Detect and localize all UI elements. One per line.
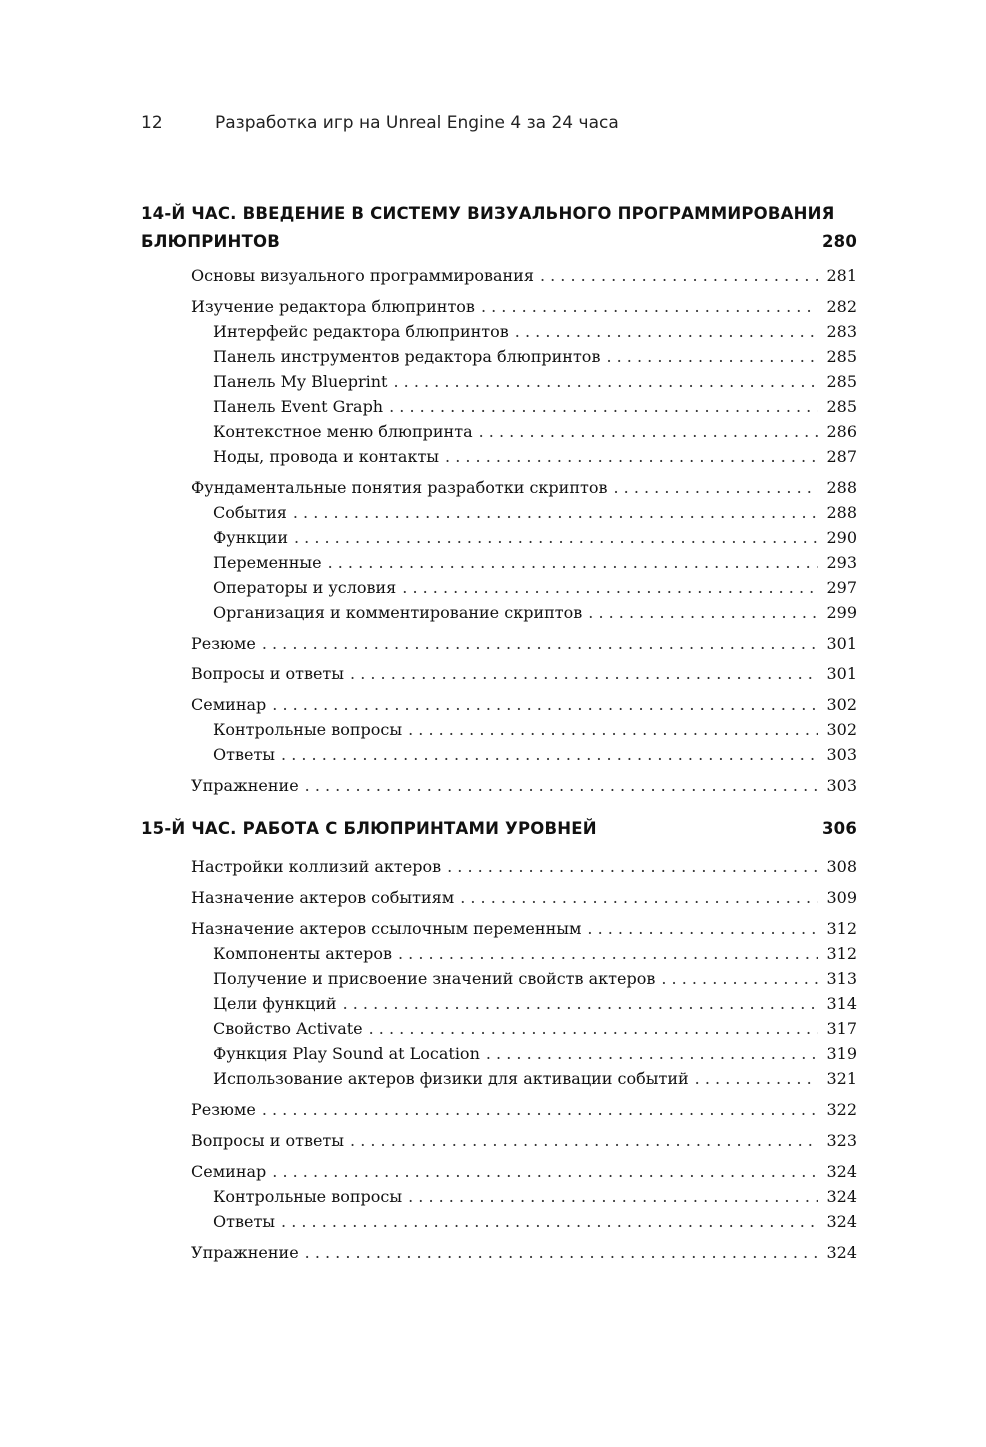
toc-subentry: Свойство Activate . . . 317	[213, 1017, 857, 1041]
toc-entry: Семинар . . . 324	[191, 1160, 857, 1184]
leader-dots	[305, 774, 819, 798]
toc-entry: Семинар . . . 302	[191, 693, 857, 717]
toc-subentry: Функции . . . 290	[213, 526, 857, 550]
chapter-title-line: 14-Й ЧАС. ВВЕДЕНИЕ В СИСТЕМУ ВИЗУАЛЬНОГО ПРОГРАММИРОВАНИЯ	[141, 204, 835, 223]
toc-subentry: Компоненты актеров . . . 312	[213, 942, 857, 966]
chapter-15-heading	[141, 815, 857, 843]
toc-entry: Изучение редактора блюпринтов . . . 282	[191, 295, 857, 319]
toc-subentry: Панель Event Graph . . . 285	[213, 395, 857, 419]
toc-subentry: Операторы и условия . . . 297	[213, 576, 857, 600]
leader-dots	[398, 942, 818, 966]
leader-dots	[447, 855, 818, 879]
toc-subentry: Ответы . . . 324	[213, 1210, 857, 1234]
leader-dots	[515, 320, 819, 344]
toc-entry: Настройки коллизий актеров . . . 308	[191, 855, 857, 879]
leader-dots	[350, 662, 818, 686]
chapter-page: 306	[821, 819, 857, 838]
leader-dots	[262, 632, 819, 656]
toc-entry: Фундаментальные понятия разработки скриптов . . . 288	[191, 476, 857, 500]
leader-dots	[402, 576, 818, 600]
running-header	[141, 113, 619, 133]
toc-entry: Резюме . . . 301	[191, 632, 857, 656]
leader-dots	[606, 345, 818, 369]
leader-dots	[486, 1042, 819, 1066]
leader-dots	[587, 917, 818, 941]
toc-entry: Упражнение . . . 324	[191, 1241, 857, 1265]
toc-entry: Вопросы и ответы . . . 323	[191, 1129, 857, 1153]
leader-dots	[613, 476, 818, 500]
toc-subentry: События . . . 288	[213, 501, 857, 525]
leader-dots	[350, 1129, 818, 1153]
toc-subentry: Контрольные вопросы . . . 324	[213, 1185, 857, 1209]
leader-dots	[389, 395, 818, 419]
toc-entry: Назначение актеров ссылочным переменным . . . 312	[191, 917, 857, 941]
chapter-14-heading	[141, 200, 857, 256]
toc-subentry: Использование актеров физики для активации событий . . . 321	[213, 1067, 857, 1091]
book-title: Разработка игр на Unreal Engine 4 за 24 часа	[215, 113, 619, 133]
toc-subentry: Ноды, провода и контакты . . . 287	[213, 445, 857, 469]
leader-dots	[460, 886, 818, 910]
leader-dots	[293, 501, 819, 525]
leader-dots	[343, 992, 819, 1016]
chapter-title-line	[141, 815, 857, 843]
leader-dots	[294, 526, 818, 550]
toc-entry: Вопросы и ответы . . . 301	[191, 662, 857, 686]
leader-dots	[393, 370, 818, 394]
chapter-title: 15-Й ЧАС. РАБОТА С БЛЮПРИНТАМИ УРОВНЕЙ	[141, 819, 597, 838]
leader-dots	[661, 967, 818, 991]
page-number: 12	[141, 113, 163, 133]
toc-subentry: Ответы . . . 303	[213, 743, 857, 767]
leader-dots	[445, 445, 818, 469]
leader-dots	[272, 1160, 818, 1184]
toc-subentry: Организация и комментирование скриптов . . . 299	[213, 601, 857, 625]
leader-dots	[540, 264, 819, 288]
toc-entry: Назначение актеров событиям . . . 309	[191, 886, 857, 910]
leader-dots	[272, 693, 818, 717]
toc-subentry: Контекстное меню блюпринта . . . 286	[213, 420, 857, 444]
toc-subentry: Интерфейс редактора блюпринтов . . . 283	[213, 320, 857, 344]
leader-dots	[262, 1098, 819, 1122]
toc-entry: Резюме . . . 322	[191, 1098, 857, 1122]
toc-subentry: Цели функций . . . 314	[213, 992, 857, 1016]
leader-dots	[305, 1241, 819, 1265]
toc-subentry: Получение и присвоение значений свойств актеров . . . 313	[213, 967, 857, 991]
chapter-title-line	[141, 228, 857, 256]
toc-subentry: Панель My Blueprint . . . 285	[213, 370, 857, 394]
leader-dots	[369, 1017, 819, 1041]
leader-dots	[695, 1067, 819, 1091]
leader-dots	[281, 743, 818, 767]
chapter-page: 280	[821, 232, 857, 251]
leader-dots	[408, 1185, 818, 1209]
leader-dots	[588, 601, 818, 625]
toc-entry: Основы визуального программирования . . . 281	[191, 264, 857, 288]
toc-entry: Упражнение . . . 303	[191, 774, 857, 798]
leader-dots	[408, 718, 818, 742]
toc-subentry: Контрольные вопросы . . . 302	[213, 718, 857, 742]
toc-subentry: Функция Play Sound at Location . . . 319	[213, 1042, 857, 1066]
leader-dots	[479, 420, 819, 444]
leader-dots	[281, 1210, 818, 1234]
leader-dots	[328, 551, 819, 575]
toc-subentry: Переменные . . . 293	[213, 551, 857, 575]
leader-dots	[481, 295, 819, 319]
toc-subentry: Панель инструментов редактора блюпринтов . . . 285	[213, 345, 857, 369]
chapter-title-continuation: БЛЮПРИНТОВ	[141, 232, 281, 251]
